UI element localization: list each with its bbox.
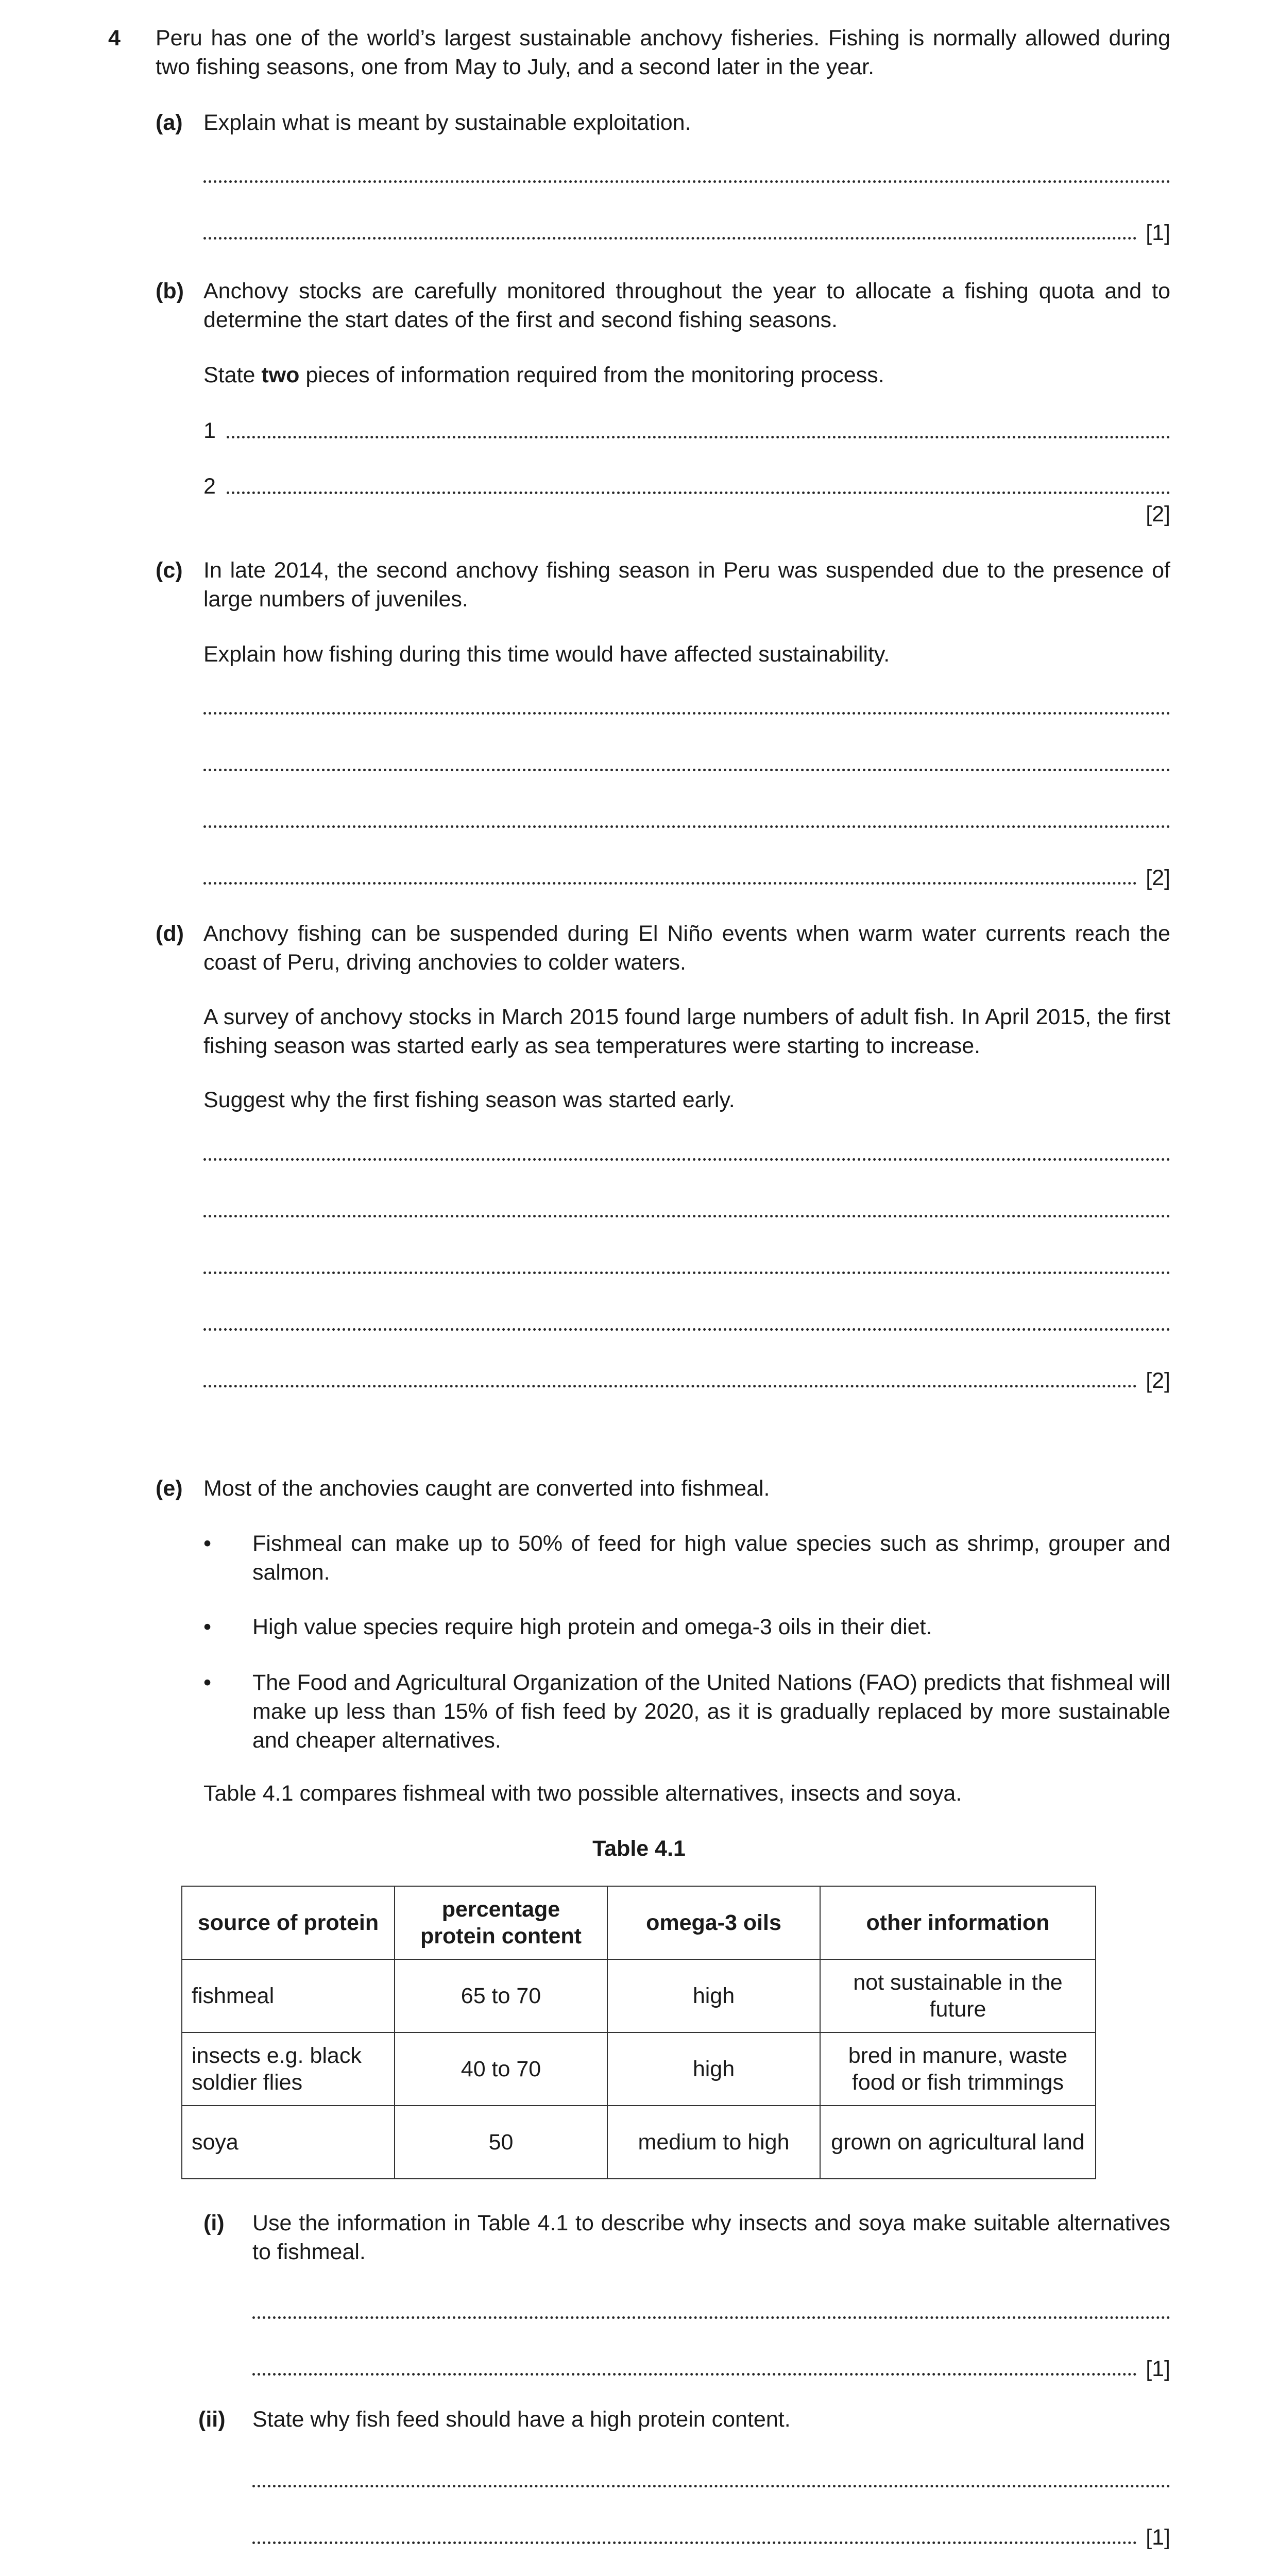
part-e-label: (e) [156,1476,183,1501]
bullet-marker-1: • [203,1531,212,1556]
sub-ii-question: State why fish feed should have a high protein content. [252,2407,791,2432]
cell-omega3: high [607,1959,820,2032]
part-d-context-1: Anchovy fishing can be suspended during El Niño events when warm water currents reach the coast of Peru, driving anchovies to colder waters. [203,921,1170,975]
bullet-marker-3: • [203,1670,212,1695]
answer-line-d-1[interactable] [203,1158,1170,1161]
part-e-intro: Most of the anchovies caught are converted into fishmeal. [203,1476,770,1501]
table-intro: Table 4.1 compares fishmeal with two possible alternatives, insects and soya. [203,1781,962,1806]
sub-iii-question [252,2573,1170,2576]
answer-line-e-i-2[interactable] [252,2373,1137,2376]
part-c-mark: [2] [1146,866,1170,890]
answer-line-c-1[interactable] [203,712,1170,715]
part-d-question: Suggest why the first fishing season was started early. [203,1088,735,1112]
part-c-context: In late 2014, the second anchovy fishing season in Peru was suspended due to the presence of large numbers of juveniles. [203,558,1170,612]
cell-other: grown on agricultural land [820,2106,1096,2179]
cell-source: insects e.g. black soldier flies [182,2032,395,2106]
bullet-text-2: High value species require high protein and omega-3 oils in their diet. [252,1615,932,1639]
answer-line-c-3[interactable] [203,825,1170,828]
part-a-mark: [1] [1146,221,1170,245]
protein-comparison-table [181,1886,1096,2179]
sub-i-question: Use the information in Table 4.1 to describe why insects and soya make suitable alternatives to fishmeal. [252,2211,1170,2264]
header-other: other information [820,1886,1096,1959]
part-d-label: (d) [156,921,184,946]
part-b-label: (b) [156,279,184,303]
cell-protein: 65 to 70 [395,1959,607,2032]
answer-line-b-1[interactable] [227,436,1170,438]
table-row [182,1959,1096,2032]
sub-ii-label: (ii) [198,2407,226,2432]
answer-line-e-ii-2[interactable] [252,2541,1137,2544]
header-source: source of protein [182,1886,395,1959]
part-b-line-2-number: 2 [203,474,216,499]
cell-other: not sustainable in the future [820,1959,1096,2032]
cell-source: soya [182,2106,395,2179]
cell-source: fishmeal [182,1959,395,2032]
answer-line-e-i-1[interactable] [252,2316,1170,2319]
cell-omega3: medium to high [607,2106,820,2179]
answer-line-d-2[interactable] [203,1215,1170,1217]
answer-line-c-4[interactable] [203,882,1137,885]
header-protein: percentage protein content [395,1886,607,1959]
part-b-context: Anchovy stocks are carefully monitored throughout the year to allocate a fishing quota and to determine the start dates of the first and second fishing seasons. [203,279,1170,332]
part-d-context-2: A survey of anchovy stocks in March 2015 found large numbers of adult fish. In April 2015, the first fishing season was started early as sea temperatures were starting to increase. [203,1005,1170,1058]
table-row [182,2106,1096,2179]
sub-i-label: (i) [203,2211,225,2235]
answer-line-d-5[interactable] [203,1385,1137,1387]
cell-protein: 40 to 70 [395,2032,607,2106]
answer-line-a-2[interactable] [203,237,1137,240]
table-row [182,2032,1096,2106]
answer-line-c-2[interactable] [203,769,1170,771]
answer-line-d-3[interactable] [203,1272,1170,1274]
answer-line-a-1[interactable] [203,180,1170,183]
header-omega3: omega-3 oils [607,1886,820,1959]
bullet-marker-2: • [203,1615,212,1639]
cell-omega3: high [607,2032,820,2106]
answer-line-b-2[interactable] [227,492,1170,494]
question-number: 4 [108,26,121,50]
bullet-text-3: The Food and Agricultural Organization of the United Nations (FAO) predicts that fishmeal will make up less than 15% of fish feed by 2020, as it is gradually replaced by more sustainable and cheaper alternatives. [252,1670,1170,1753]
part-d-mark: [2] [1146,1368,1170,1393]
sub-ii-mark: [1] [1146,2525,1170,2550]
part-b-question: State two pieces of information required from the monitoring process. [203,363,884,387]
question-intro: Peru has one of the world’s largest sustainable anchovy fisheries. Fishing is normally allowed during two fishing seasons, one from May to July, and a second later in the year. [156,26,1170,79]
sub-i-mark: [1] [1146,2357,1170,2381]
part-b-line-1-number: 1 [203,418,216,443]
sub-iii-label [192,2573,225,2576]
answer-line-d-4[interactable] [203,1328,1170,1331]
part-c-label: (c) [156,558,183,583]
cell-protein: 50 [395,2106,607,2179]
table-title: Table 4.1 [592,1836,686,1861]
part-c-question: Explain how fishing during this time would have affected sustainability. [203,642,890,667]
part-b-mark: [2] [1146,502,1170,527]
answer-line-e-ii-1[interactable] [252,2485,1170,2487]
cell-other: bred in manure, waste food or fish trimmings [820,2032,1096,2106]
part-a-label: (a) [156,110,183,135]
table-header-row [182,1886,1096,1959]
bullet-text-1: Fishmeal can make up to 50% of feed for high value species such as shrimp, grouper and salmon. [252,1531,1170,1585]
part-a-question: Explain what is meant by sustainable exploitation. [203,110,691,135]
